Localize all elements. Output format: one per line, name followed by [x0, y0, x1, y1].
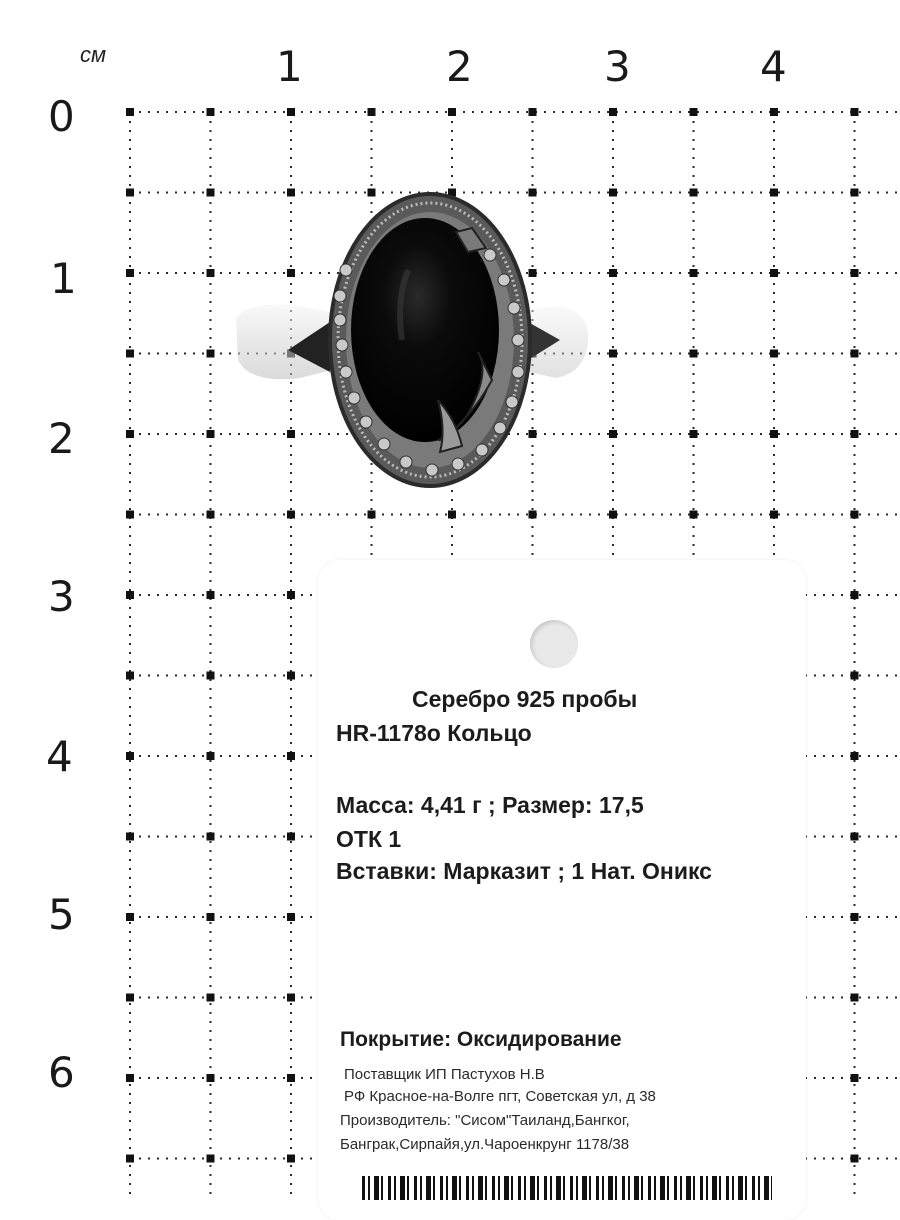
tag-maker-1: Производитель: "Сисом"Таиланд,Бангког, — [340, 1112, 630, 1129]
unit-label: см — [80, 42, 107, 67]
y-label-0: 0 — [48, 92, 75, 141]
y-label-6: 6 — [48, 1048, 75, 1097]
tag-supplier: Поставщик ИП Пастухов Н.В — [344, 1066, 545, 1083]
tag-line-silver: Серебро 925 пробы — [412, 686, 638, 712]
tag-line-weight-size: Масса: 4,41 г ; Размер: 17,5 — [336, 792, 644, 818]
tag-line-article: HR-1178o Кольцо — [336, 720, 532, 746]
tag-hole — [530, 620, 578, 668]
tag-maker-2: Банграк,Сирпайя,ул.Чароенкрунг 1178/38 — [340, 1136, 630, 1153]
tag-address: РФ Красное-на-Волге пгт, Советская ул, д 38 — [344, 1088, 656, 1105]
y-label-4: 4 — [46, 732, 73, 781]
y-label-5: 5 — [48, 890, 75, 939]
y-label-3: 3 — [48, 572, 75, 621]
x-label-1: 1 — [276, 42, 303, 91]
y-label-1: 1 — [50, 254, 77, 303]
tag-line-inserts: Вставки: Марказит ; 1 Нат. Оникс — [336, 858, 712, 884]
x-label-4: 4 — [760, 42, 787, 91]
onyx-stone — [351, 218, 499, 442]
tag-line-coating: Покрытие: Оксидирование — [340, 1028, 622, 1051]
x-label-2: 2 — [446, 42, 473, 91]
tag-line-otk: ОТК 1 — [336, 826, 402, 852]
x-label-3: 3 — [604, 42, 631, 91]
barcode — [362, 1176, 772, 1200]
y-label-2: 2 — [48, 414, 75, 463]
